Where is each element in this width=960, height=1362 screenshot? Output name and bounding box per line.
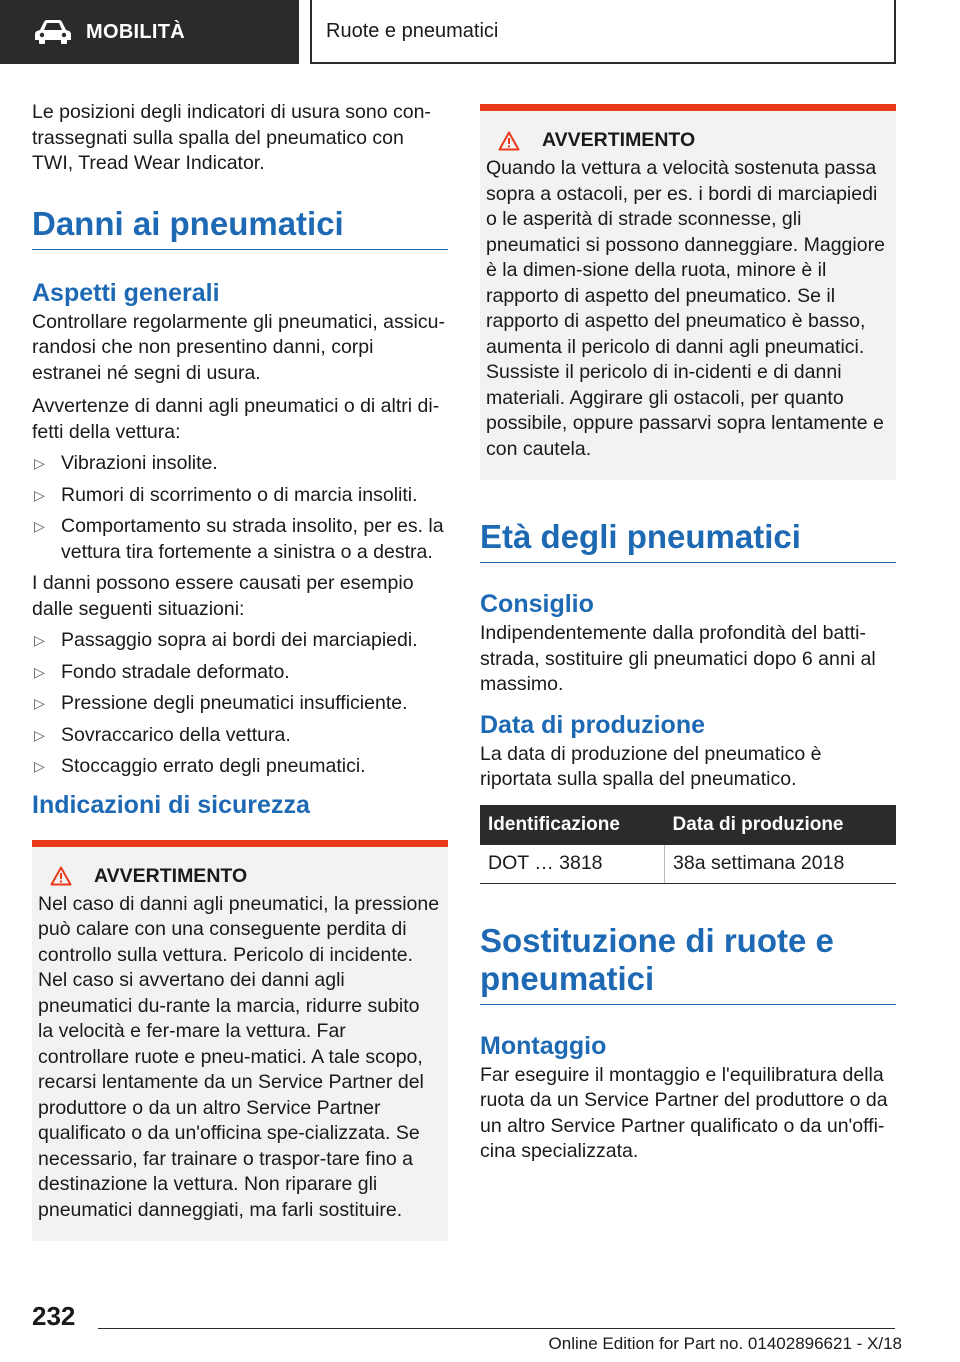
warning-text: Nel caso di danni agli pneumatici, la pressione può calare con una conseguente perdita di controllo sulla vettura. Pericolo di incidente. Nel caso si avvertano dei danni agli pneumatici du-rante la marcia, ridurre subito la velocità e fer-mare la vettura. Far controllare ruote e pneu-matici. A tale scopo, recarsi lentamente da un Service Partner del produttore o da un altro Service Partner qualificato o da un'officina spe-cializzata. Se necessario, far trainare o traspor-tare fino a destinazione la vettura. Non riparare gli pneumatici danneggiati, ma farli sostituire.	[38, 892, 440, 1221]
header-chapter-tab	[310, 0, 896, 64]
triangle-bullet-icon: ▷	[34, 758, 45, 774]
triangle-bullet-icon: ▷	[34, 455, 45, 471]
table-row	[480, 845, 896, 884]
production-date-table	[480, 805, 896, 884]
paragraph-causes: I danni possono essere causati per esempio dalle seguenti situazioni:	[32, 572, 414, 620]
list-item: ▷ Stoccaggio errato degli pneumatici.	[32, 754, 448, 780]
list-item: ▷ Rumori di scorrimento o di marcia insoliti.	[32, 483, 448, 509]
table-cell: 38a settimana 2018	[665, 845, 897, 884]
paragraph-advice: Indipendentemente dalla profondità del batti-strada, sostituire gli pneumatici dopo 6 anni al massimo.	[480, 622, 876, 695]
column-header: Identificazione	[480, 805, 665, 845]
paragraph-production-date: La data di produzione del pneumatico è riportata sulla spalla del pneumatico.	[480, 742, 822, 790]
heading-production-date: Data di produzione	[480, 710, 705, 739]
triangle-bullet-icon: ▷	[34, 518, 45, 534]
heading-general: Aspetti generali	[32, 278, 220, 307]
list-item: ▷ Sovraccarico della vettura.	[32, 723, 448, 749]
heading-mounting: Montaggio	[480, 1031, 607, 1060]
heading-advice: Consiglio	[480, 590, 594, 618]
chapter-title: Ruote e pneumatici	[326, 19, 499, 42]
column-header: Data di produzione	[665, 805, 897, 845]
heading-tire-damage: Danni ai pneumatici	[32, 205, 448, 250]
warning-box	[32, 840, 448, 1242]
warning-title: AVVERTIMENTO	[94, 864, 248, 887]
triangle-bullet-icon: ▷	[34, 726, 45, 743]
warning-box	[480, 104, 896, 480]
paragraph-mounting: Far eseguire il montaggio e l'equilibratura della ruota da un Service Partner del produttore o da un altro Service Partner qualificato o da un'offi-cina specializzata.	[480, 1063, 888, 1162]
heading-tire-age: Età degli pneumatici	[480, 518, 896, 563]
warning-triangle-icon	[50, 866, 72, 886]
paragraph-signs: Avvertenze di danni agli pneumatici o di altri di-fetti della vettura:	[32, 395, 440, 443]
warning-triangle-icon	[498, 131, 520, 151]
header-section-tab	[0, 0, 299, 64]
warning-text: Quando la vettura a velocità sostenuta passa sopra a ostacoli, per es. i bordi di marciapiedi o le asperità di strade sconnesse, gli pneumatici si possono danneggiare. Maggiore è la dimen-sione della ruota, minore è il rapporto di aspetto del pneumatico. Se il rapporto di aspetto del pneumatico è basso, aumenta il pericolo di danni agli pneumatici. Sussiste il pericolo di in-cidenti e di danni materiali. Aggirare gli ostacoli, per quanto possibile, oppure passarvi sopra lentamente e con cautela.	[486, 157, 885, 460]
left-column	[32, 100, 448, 1241]
footer-divider	[98, 1328, 895, 1329]
footer-edition: Online Edition for Part no. 01402896621 - X/18	[548, 1334, 902, 1353]
triangle-bullet-icon: ▷	[34, 695, 45, 711]
list-item: ▷ Fondo stradale deformato.	[32, 660, 448, 686]
list-damage-signs	[32, 451, 448, 565]
right-column	[480, 104, 896, 1165]
section-title: MOBILITÀ	[86, 20, 186, 43]
heading-safety: Indicazioni di sicurezza	[32, 790, 310, 819]
warning-title: AVVERTIMENTO	[542, 129, 696, 151]
intro-paragraph: Le posizioni degli indicatori di usura sono con-trassegnati sulla spalla del pneumatico con TWI, Tread Wear Indicator.	[32, 101, 431, 174]
paragraph-check: Controllare regolarmente gli pneumatici, assicu-randosi che non presentino danni, corpi estranei né segni di usura.	[32, 310, 445, 384]
triangle-bullet-icon: ▷	[34, 486, 45, 503]
list-item: ▷ Pressione degli pneumatici insufficiente.	[32, 691, 448, 717]
list-damage-causes	[32, 628, 448, 780]
heading-replacement: Sostituzione di ruote e pneumatici	[480, 922, 896, 1005]
table-cell: DOT … 3818	[480, 845, 665, 884]
list-item: ▷ Passaggio sopra ai bordi dei marciapiedi.	[32, 628, 448, 654]
list-item: ▷ Comportamento su strada insolito, per es. la vettura tira fortemente a sinistra o a destra.	[34, 515, 444, 563]
car-icon	[34, 19, 72, 45]
page-number: 232	[32, 1301, 76, 1331]
triangle-bullet-icon: ▷	[34, 632, 45, 648]
list-item: ▷ Vibrazioni insolite.	[32, 451, 448, 477]
triangle-bullet-icon: ▷	[34, 663, 45, 680]
table-header-row	[480, 805, 896, 845]
